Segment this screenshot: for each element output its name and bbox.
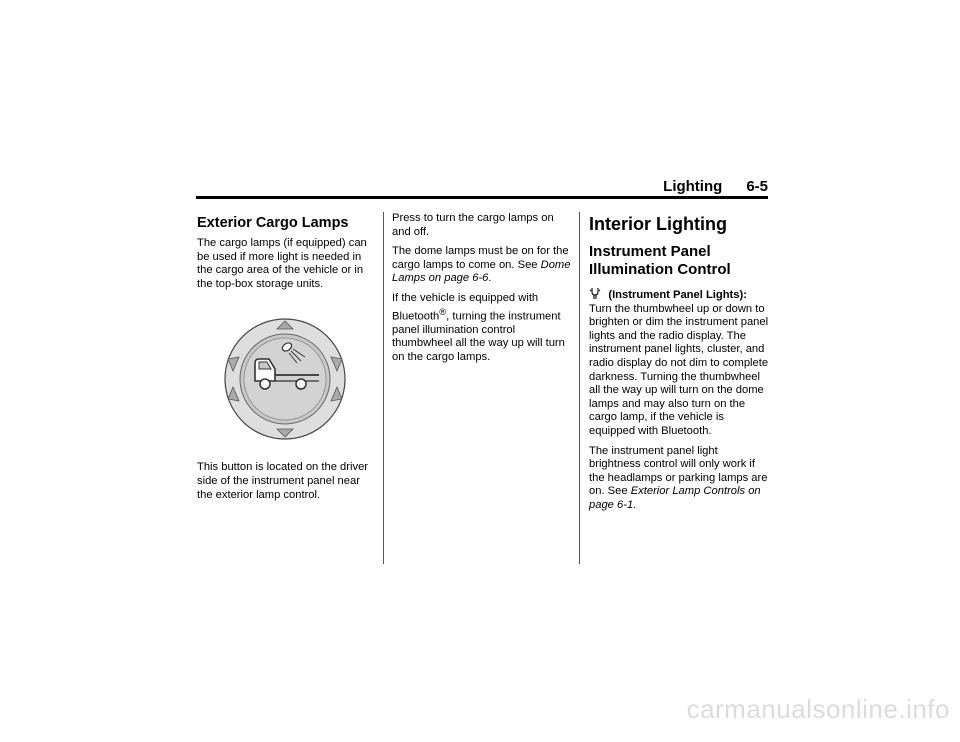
column-3	[589, 212, 769, 519]
column-divider-2	[579, 212, 580, 564]
exterior-lamp-controls-link[interactable]: Exterior Lamp Controls on page 6-1	[589, 485, 761, 511]
dome-lamps-note: The dome lamps must be on for the cargo lamps to come on. See Dome Lamps on page 6-6.	[392, 245, 571, 285]
instrument-panel-light-icon	[589, 287, 604, 301]
brightness-control-note: The instrument panel light brightness control will only work if the headlamps or parking lamps are on. See Exterior Lamp Controls on page 6-1.	[589, 444, 768, 511]
instrument-panel-description: (Instrument Panel Lights): Turn the thumbwheel up or down to brighten or dim the instrument panel lights and the radio display. The instrument panel lights, cluster, and radio display do not dim to complete darkness. Turning the thumbwheel all the way up will turn on the dome lamps and may also turn on the cargo lamp, if the vehicle is equipped with Bluetooth.	[589, 289, 769, 437]
section-title: Lighting	[663, 178, 723, 195]
cargo-lamp-button-figure	[197, 307, 372, 447]
page-header	[196, 178, 768, 195]
bluetooth-note: If the vehicle is equipped with Bluetooth®, turning the instrument panel illumination control thumbwheel all the way up will turn on the cargo lamps.	[392, 291, 565, 364]
dome-lamps-link[interactable]: Dome Lamps on page 6-6	[392, 258, 571, 285]
exterior-cargo-lamps-heading: Exterior Cargo Lamps	[197, 215, 349, 231]
column-2	[392, 212, 572, 371]
instrument-panel-label: (Instrument Panel Lights):	[608, 289, 747, 301]
cargo-lamps-intro: The cargo lamps (if equipped) can be used if more light is needed in the cargo area of the vehicle or in the top-box storage units.	[197, 237, 367, 290]
button-location-text: This button is located on the driver side of the instrument panel near the exterior lamp control.	[197, 461, 369, 501]
header-rule	[196, 196, 768, 199]
column-1	[197, 212, 372, 508]
instrument-panel-heading: Instrument Panel Illumination Control	[589, 243, 731, 278]
registered-mark: ®	[439, 306, 447, 317]
watermark: carmanualsonline.info	[686, 694, 950, 724]
press-instruction: Press to turn the cargo lamps on and off.	[392, 212, 554, 238]
interior-lighting-heading: Interior Lighting	[589, 214, 727, 234]
column-divider-1	[383, 212, 384, 564]
page-number: 6-5	[746, 178, 768, 195]
cargo-lamp-button-icon	[197, 307, 372, 447]
